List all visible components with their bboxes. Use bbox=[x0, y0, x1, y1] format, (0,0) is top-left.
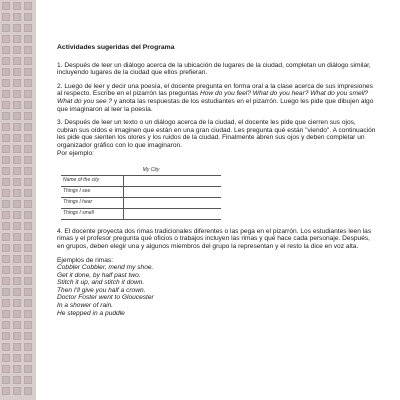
strip-square bbox=[2, 134, 10, 142]
strip-square bbox=[13, 35, 21, 43]
strip-square bbox=[13, 354, 21, 362]
strip-square bbox=[24, 79, 32, 87]
strip-square bbox=[24, 365, 32, 373]
strip-square bbox=[24, 57, 32, 65]
section-title: Actividades sugeridas del Programa bbox=[57, 44, 175, 51]
strip-square bbox=[13, 189, 21, 197]
graphic-organizer-table bbox=[61, 167, 221, 220]
strip-square bbox=[2, 387, 10, 395]
strip-square bbox=[13, 310, 21, 318]
strip-square bbox=[2, 222, 10, 230]
strip-square bbox=[13, 2, 21, 10]
strip-square bbox=[13, 376, 21, 384]
strip-square bbox=[24, 112, 32, 120]
strip-square bbox=[2, 178, 10, 186]
rhyme-line: Doctor Foster went to Gloucester bbox=[57, 294, 154, 302]
strip-square bbox=[2, 255, 10, 263]
strip-square bbox=[24, 244, 32, 252]
strip-square bbox=[24, 277, 32, 285]
strip-square bbox=[2, 112, 10, 120]
strip-square bbox=[24, 222, 32, 230]
strip-square bbox=[13, 255, 21, 263]
strip-square bbox=[2, 189, 10, 197]
strip-square bbox=[24, 35, 32, 43]
strip-square bbox=[13, 387, 21, 395]
rhyme-line: In a shower of rain. bbox=[57, 302, 114, 310]
strip-square bbox=[2, 24, 10, 32]
strip-square bbox=[2, 365, 10, 373]
strip-square bbox=[2, 310, 10, 318]
strip-square bbox=[13, 299, 21, 307]
strip-square bbox=[13, 343, 21, 351]
strip-square bbox=[2, 343, 10, 351]
strip-square bbox=[13, 167, 21, 175]
strip-square bbox=[2, 35, 10, 43]
strip-square bbox=[13, 244, 21, 252]
strip-square bbox=[24, 310, 32, 318]
table-row bbox=[61, 208, 221, 220]
strip-square bbox=[13, 321, 21, 329]
strip-square bbox=[2, 288, 10, 296]
activity-3-text: 3. Después de leer un texto o un diálogo acerca de la ciudad, el docente les pide que cierren sus ojos, cubran sus oídos e imaginen que están en una gran ciudad. Les pregunta qué están "viendo". A continuación les pide que sienten los olores y los ruidos de la ciudad. Finalmente abren sus ojos y deben completar un organizador gráfico con lo que imaginaron. bbox=[57, 119, 376, 149]
rhyme-line: Cobbler Cobbler, mend my shoe. bbox=[57, 264, 154, 272]
table-row-cell bbox=[123, 209, 221, 219]
table-row-cell bbox=[123, 198, 221, 208]
strip-square bbox=[24, 266, 32, 274]
strip-square bbox=[2, 354, 10, 362]
table-row bbox=[61, 175, 221, 186]
strip-square bbox=[13, 365, 21, 373]
rhyme-line: Stitch it up, and stitch it down. bbox=[57, 279, 145, 287]
strip-square bbox=[2, 200, 10, 208]
strip-square bbox=[13, 277, 21, 285]
strip-square bbox=[2, 156, 10, 164]
strip-square bbox=[24, 134, 32, 142]
strip-square bbox=[13, 222, 21, 230]
strip-square bbox=[2, 101, 10, 109]
activity-2-text-b: y anota las respuestas de los estudiantes en el pizarrón. Luego les pide que dibujen algo que imaginaron al leer la poesía. bbox=[57, 97, 374, 113]
strip-square bbox=[13, 101, 21, 109]
strip-square bbox=[24, 211, 32, 219]
strip-square bbox=[2, 233, 10, 241]
table-row-label: Things I hear bbox=[63, 198, 93, 205]
table-row bbox=[61, 186, 221, 197]
table-row-cell bbox=[123, 176, 221, 186]
strip-square bbox=[24, 376, 32, 384]
strip-square bbox=[24, 288, 32, 296]
strip-square bbox=[24, 68, 32, 76]
strip-square bbox=[13, 123, 21, 131]
strip-square bbox=[24, 343, 32, 351]
strip-square bbox=[13, 90, 21, 98]
document-page bbox=[57, 44, 377, 317]
strip-square bbox=[2, 299, 10, 307]
strip-square bbox=[2, 211, 10, 219]
strip-square bbox=[24, 145, 32, 153]
activity-4: 4. El docente proyecta dos rimas tradicionales diferentes o las pega en el pizarrón. Los estudiantes leen las rimas y el profesor pregunta qué oficios o trabajos incluyen las rimas y qué hace cada personaje. Después, en grupos, deben elegir una y algunos miembros del grupo la representan y el resto la dice en voz alta. bbox=[57, 227, 372, 250]
table-heading: My City bbox=[142, 167, 160, 174]
activity-2-text-a: 2. Luego de leer y decir una poesía, el docente pregunta en forma oral a la clase acerca de sus impresiones al respecto. Escribe en el pizarrón las preguntas bbox=[57, 82, 373, 98]
strip-square bbox=[24, 13, 32, 21]
strip-square bbox=[24, 189, 32, 197]
table-row-label: Things I see bbox=[63, 187, 91, 194]
rhyme-line: Then I'll give you half a crown. bbox=[57, 286, 146, 294]
strip-square bbox=[24, 332, 32, 340]
activity-1: 1. Después de leer un diálogo acerca de la ubicación de lugares de la ciudad, completan un diálogo similar, incluyendo lugares de la ciudad que ellos prefieran. bbox=[57, 61, 371, 77]
strip-square bbox=[13, 211, 21, 219]
strip-square bbox=[13, 57, 21, 65]
strip-square bbox=[2, 244, 10, 252]
strip-square bbox=[24, 387, 32, 395]
table-row bbox=[61, 197, 221, 208]
strip-square bbox=[13, 156, 21, 164]
activity-2 bbox=[57, 83, 377, 113]
decorative-side-strip bbox=[0, 0, 36, 400]
strip-square bbox=[13, 200, 21, 208]
strip-square bbox=[13, 112, 21, 120]
strip-square bbox=[13, 68, 21, 76]
activity-2-question-1: How do you feel? bbox=[199, 90, 251, 98]
strip-square bbox=[2, 68, 10, 76]
activity-2-question-2: What do you hear? What do you smell? bbox=[252, 90, 369, 98]
strip-square bbox=[13, 79, 21, 87]
strip-square bbox=[2, 266, 10, 274]
strip-square bbox=[2, 57, 10, 65]
strip-square bbox=[24, 2, 32, 10]
strip-square bbox=[2, 332, 10, 340]
strip-square bbox=[24, 255, 32, 263]
strip-square bbox=[2, 321, 10, 329]
table-row-label: Things I smell bbox=[63, 209, 94, 216]
rhymes-label: Ejemplos de rimas: bbox=[57, 256, 114, 264]
strip-square bbox=[24, 156, 32, 164]
strip-square bbox=[2, 90, 10, 98]
rhyme-line: He stepped in a puddle bbox=[57, 309, 125, 317]
strip-square bbox=[2, 79, 10, 87]
strip-square bbox=[2, 13, 10, 21]
strip-square bbox=[24, 167, 32, 175]
strip-square bbox=[2, 145, 10, 153]
strip-square bbox=[13, 288, 21, 296]
strip-square bbox=[24, 123, 32, 131]
strip-square bbox=[2, 123, 10, 131]
strip-square bbox=[13, 46, 21, 54]
strip-square bbox=[13, 134, 21, 142]
rhymes-block bbox=[57, 257, 377, 318]
strip-square bbox=[24, 354, 32, 362]
strip-square bbox=[24, 321, 32, 329]
strip-square bbox=[24, 233, 32, 241]
example-label: Por ejemplo: bbox=[57, 149, 95, 157]
strip-square bbox=[13, 266, 21, 274]
strip-square bbox=[2, 2, 10, 10]
strip-square bbox=[13, 332, 21, 340]
activity-3 bbox=[57, 119, 377, 157]
strip-square bbox=[24, 299, 32, 307]
strip-square bbox=[24, 200, 32, 208]
strip-square bbox=[2, 277, 10, 285]
strip-square bbox=[2, 376, 10, 384]
strip-square bbox=[24, 24, 32, 32]
strip-square bbox=[13, 178, 21, 186]
table-row-label: Name of the city bbox=[63, 176, 100, 183]
strip-square bbox=[24, 90, 32, 98]
strip-square bbox=[13, 24, 21, 32]
strip-square bbox=[13, 13, 21, 21]
strip-square bbox=[24, 46, 32, 54]
strip-square bbox=[2, 46, 10, 54]
activity-2-question-3: What do you see ? bbox=[57, 97, 112, 105]
table-row-cell bbox=[123, 187, 221, 197]
strip-square bbox=[24, 178, 32, 186]
strip-square bbox=[13, 145, 21, 153]
strip-square bbox=[24, 101, 32, 109]
strip-square bbox=[2, 167, 10, 175]
strip-square bbox=[13, 233, 21, 241]
rhyme-line: Get it done, by half past two. bbox=[57, 271, 141, 279]
